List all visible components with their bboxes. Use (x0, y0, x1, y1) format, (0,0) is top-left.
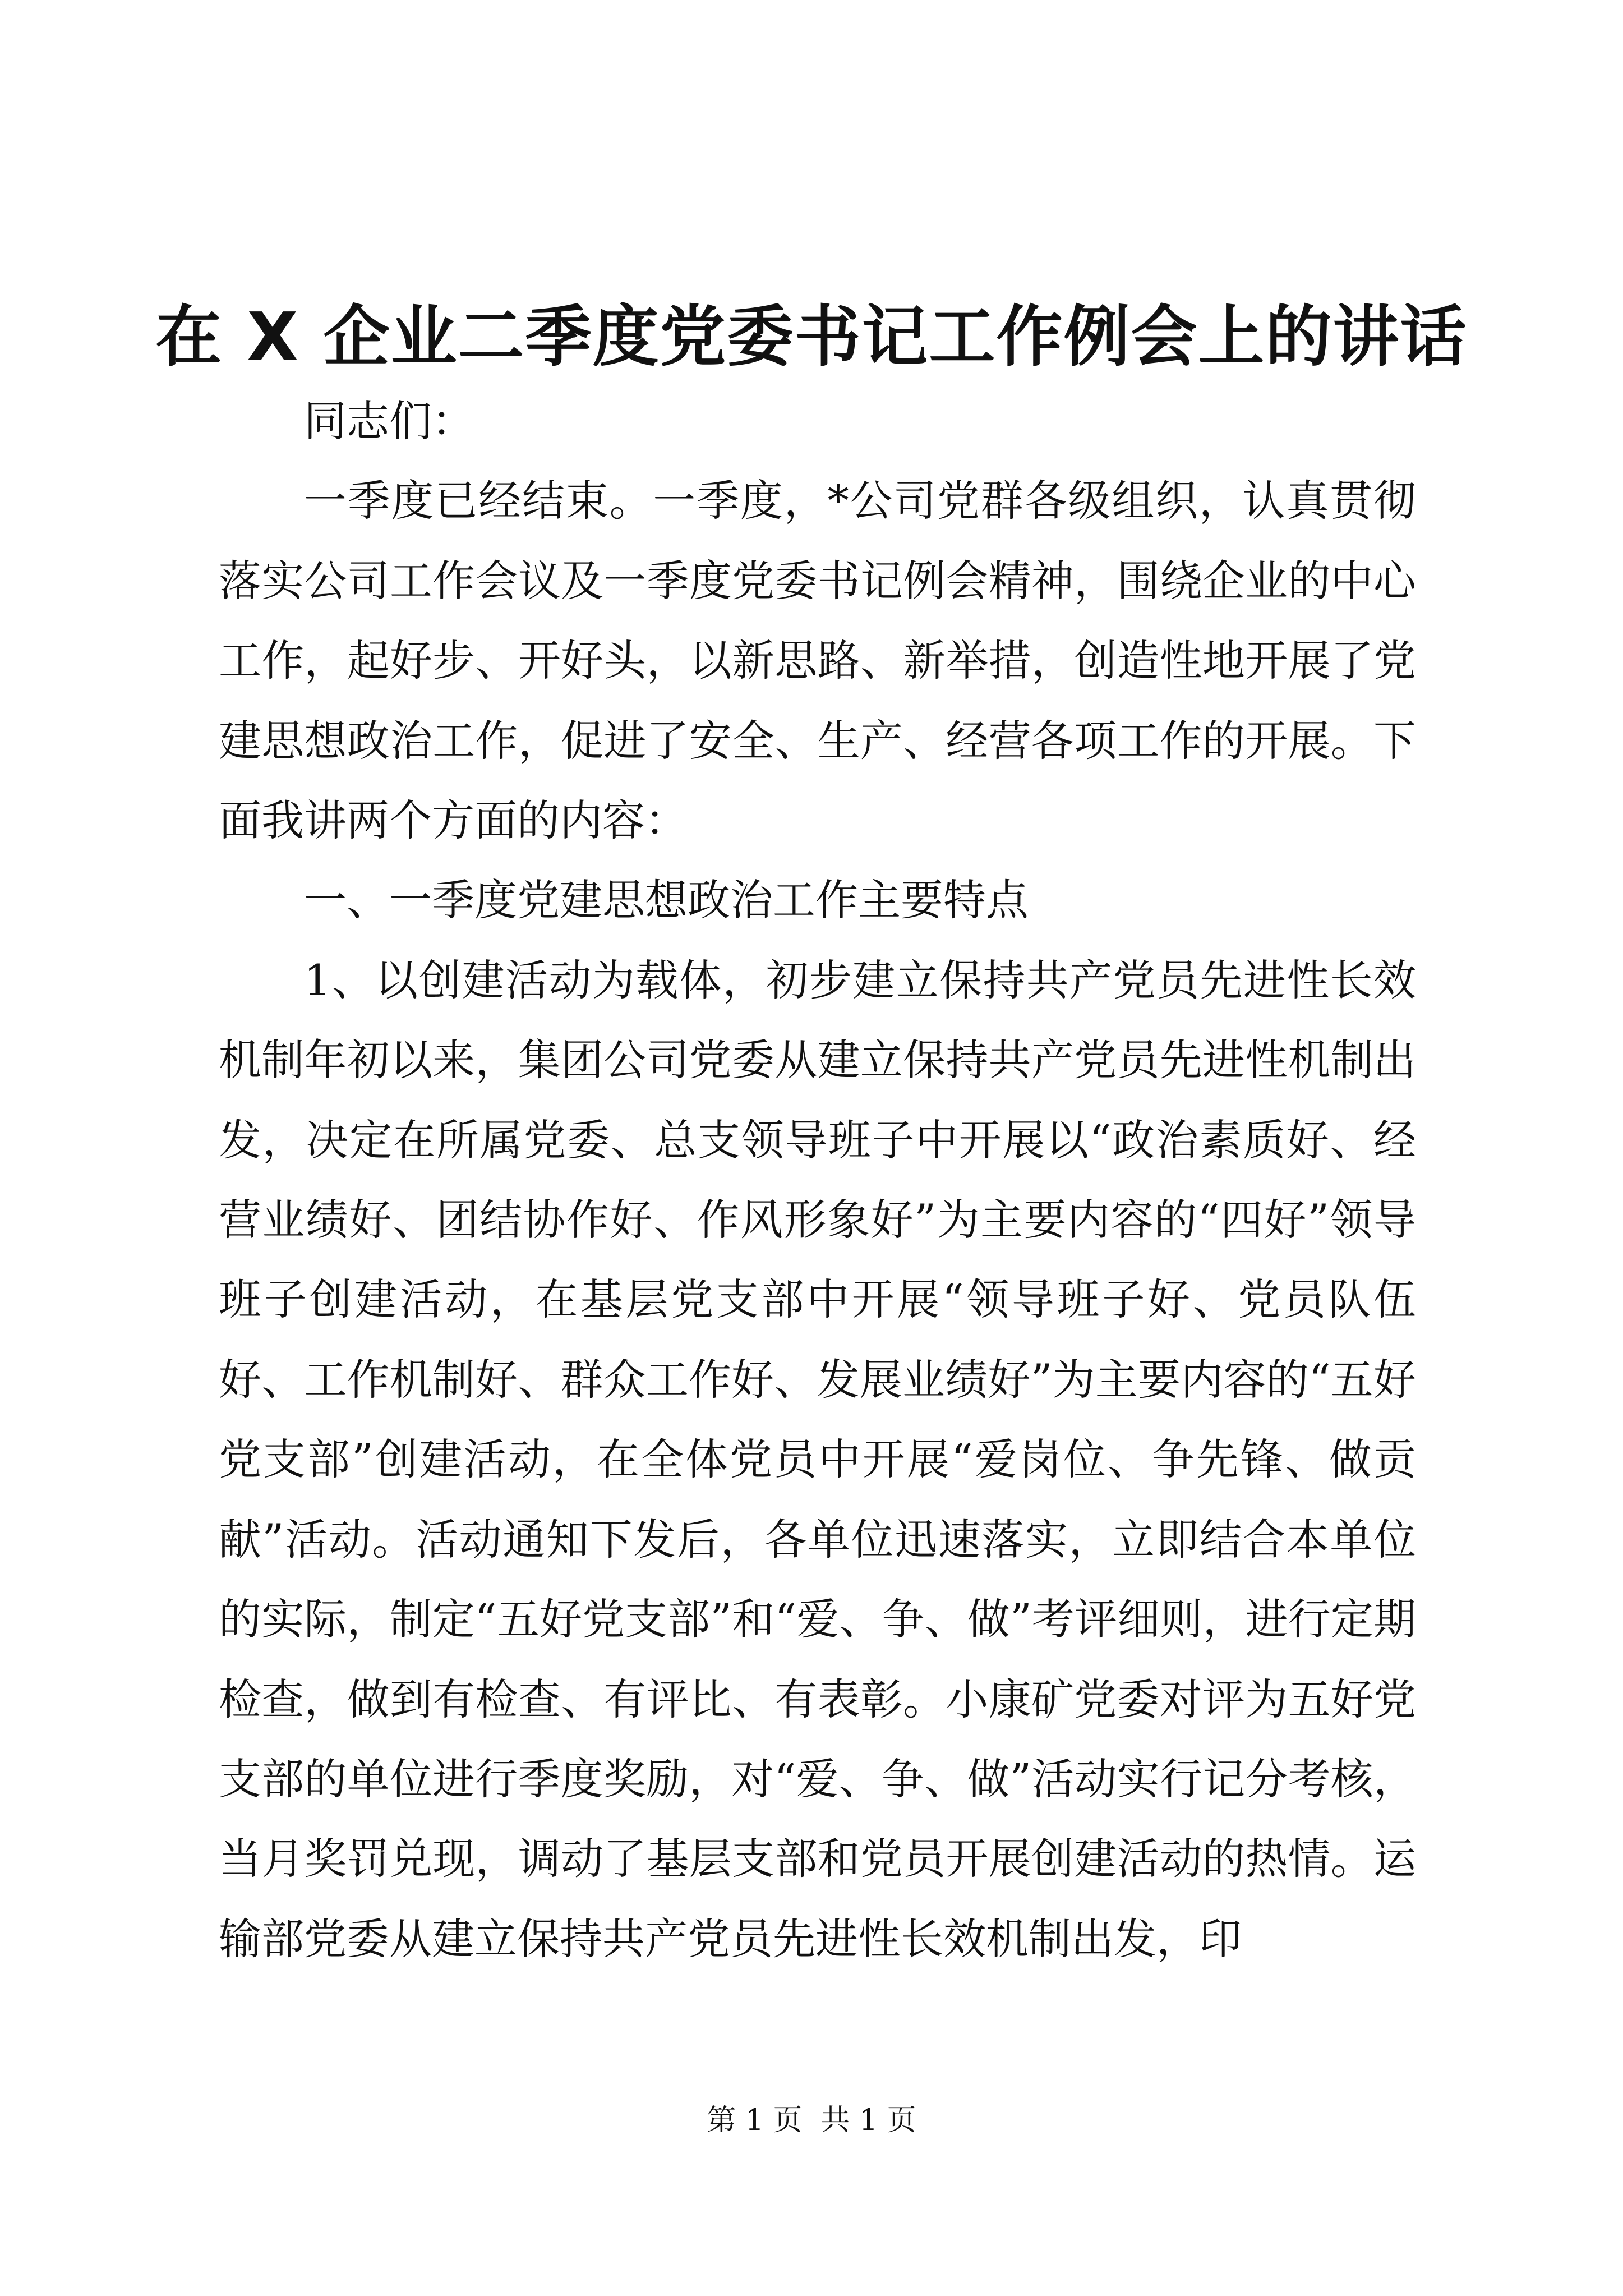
document-title: 在 X 企业二季度党委书记工作例会上的讲话 (155, 298, 1468, 375)
page-footer: 第 1 页 共 1 页 (707, 2104, 916, 2137)
section-heading: 一、一季度党建思想政治工作主要特点 (304, 875, 1029, 926)
salutation-paragraph: 同志们： (304, 396, 474, 446)
document-body (219, 381, 1416, 1979)
body-paragraph: 1、以创建活动为载体，初步建立保持共产党员先进性长效机制年初以来，集团公司党委从建立保持共产党员先进性机制出发，决定在所属党委、总支领导班子中开展以“政治素质好、经营业绩好、团结协作好、作风形象好”为主要内容的“四好”领导班子创建活动，在基层党支部中开展“领导班子好、党员队伍好、工作机制好、群众工作好、发展业绩好”为主要内容的“五好党支部”创建活动，在全体党员中开展“爱岗位、争先锋、做贡献”活动。活动通知下发后，各单位迅速落实，立即结合本单位的实际，制定“五好党支部”和“爱、争、做”考评细则，进行定期检查，做到有检查、有评比、有表彰。小康矿党委对评为五好党支部的单位进行季度奖励，对“爱、争、做”活动实行记分考核，当月奖罚兑现，调动了基层支部和党员开展创建活动的热情。运输部党委从建立保持共产党员先进性长效机制出发，印 (219, 955, 1416, 1964)
body-paragraph: 一季度已经结束。一季度，*公司党群各级组织，认真贯彻落实公司工作会议及一季度党委书记例会精神，围绕企业的中心工作，起好步、开好头，以新思路、新举措，创造性地开展了党建思想政治工作，促进了安全、生产、经营各项工作的开展。下面我讲两个方面的内容： (219, 476, 1416, 846)
